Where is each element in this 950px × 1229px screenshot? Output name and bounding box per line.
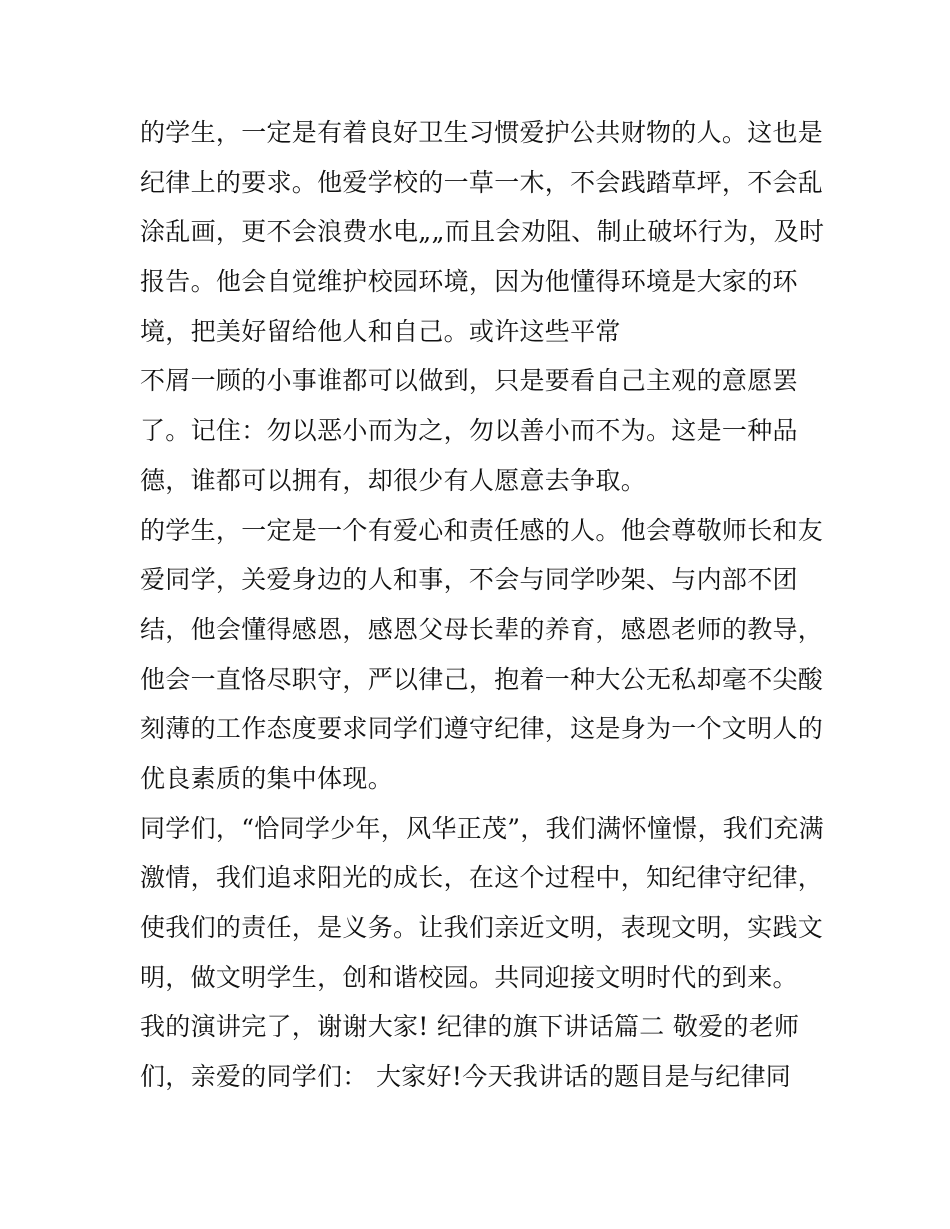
text-line: 了。记住：勿以恶小而为之，勿以善小而不为。这是一种品	[140, 416, 798, 446]
text-line: 爱同学，关爱身边的人和事，不会与同学吵架、与内部不团	[140, 565, 798, 595]
text-line: 德，谁都可以拥有，却很少有人愿意去争取。	[140, 465, 647, 495]
text-line: 的学生，一定是一个有爱心和责任感的人。他会尊敬师长和友	[140, 515, 824, 545]
text-line: 们，亲爱的同学们： 大家好!今天我讲话的题目是与纪律同	[140, 1062, 792, 1092]
text-line: 刻薄的工作态度要求同学们遵守纪律，这是身为一个文明人的	[140, 714, 824, 744]
text-line: 我的演讲完了，谢谢大家! 纪律的旗下讲话篇二 敬爱的老师	[140, 1012, 800, 1042]
text-line: 使我们的责任，是义务。让我们亲近文明，表现文明，实践文	[140, 913, 824, 942]
text-line: 报告。他会自觉维护校园环境，因为他懂得环境是大家的环	[140, 267, 798, 297]
text-line: 他会一直恪尽职守，严以律己，抱着一种大公无私却毫不尖酸	[140, 664, 824, 694]
text-line: 结，他会懂得感恩，感恩父母长辈的养育，感恩老师的教导，	[140, 614, 824, 644]
text-line: 涂乱画，更不会浪费水电„„而且会劝阻、制止破坏行为，及时	[140, 217, 825, 247]
text-line: 同学们，“恰同学少年，风华正茂”，我们满怀憧憬，我们充满	[140, 813, 824, 843]
text-line: 激情，我们追求阳光的成长，在这个过程中，知纪律守纪律，	[140, 863, 824, 893]
text-line: 境，把美好留给他人和自己。或许这些平常	[140, 316, 621, 346]
text-line: 明，做文明学生，创和谐校园。共同迎接文明时代的到来。	[140, 962, 798, 992]
text-line: 的学生，一定是有着良好卫生习惯爱护公共财物的人。这也是	[140, 118, 824, 147]
text-line: 不屑一顾的小事谁都可以做到，只是要看自己主观的意愿罢	[140, 366, 798, 396]
text-line: 优良素质的集中体现。	[140, 763, 394, 793]
text-line: 纪律上的要求。他爱学校的一草一木，不会践踏草坪，不会乱	[140, 167, 824, 197]
body-text	[140, 108, 825, 1102]
